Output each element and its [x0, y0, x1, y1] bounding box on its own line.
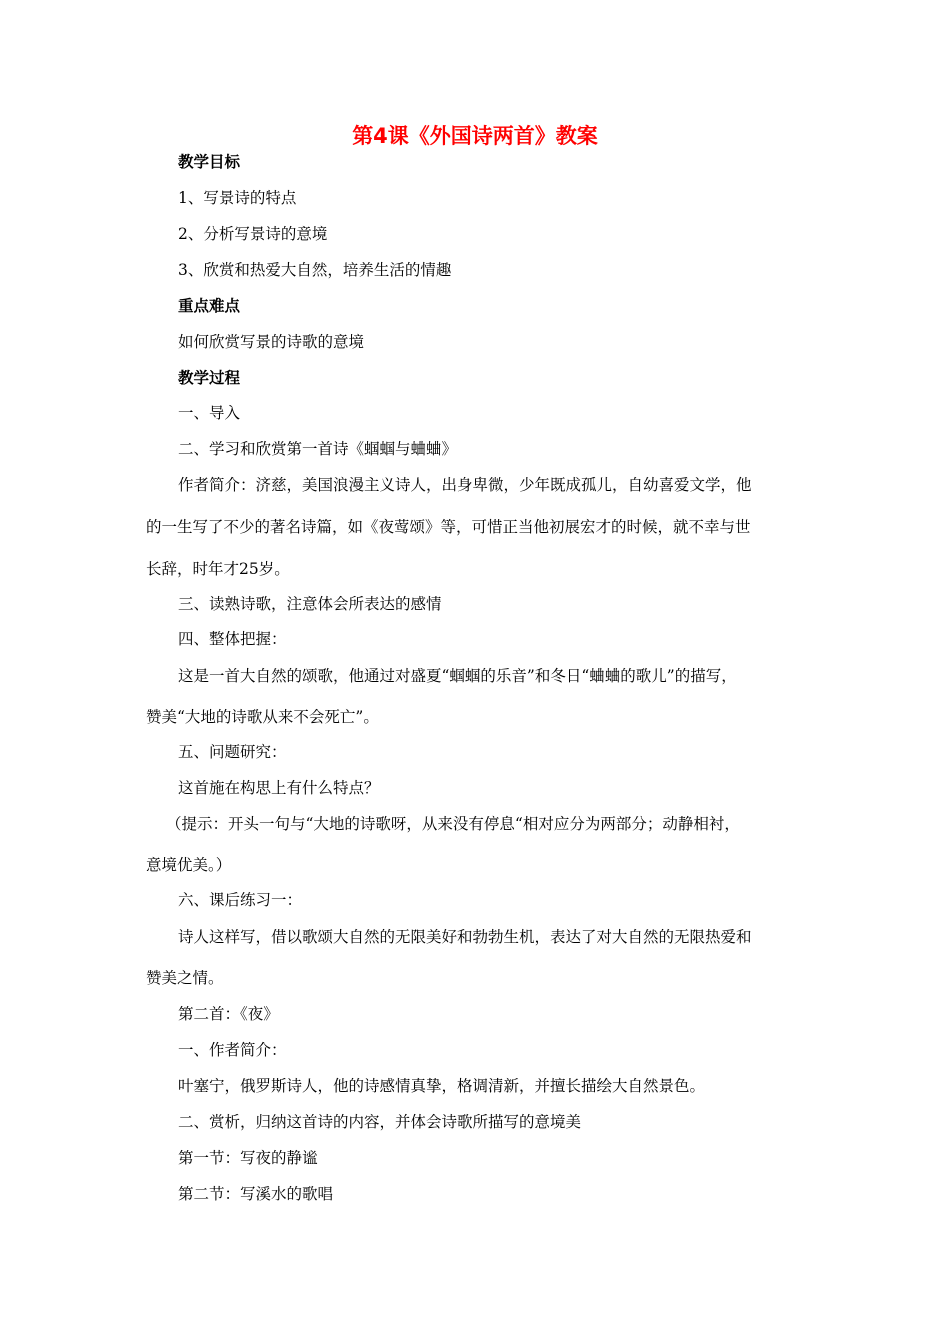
paragraph-line: 诗人这样写，借以歌颂大自然的无限美好和勃勃生机，表达了对大自然的无限热爱和 [178, 928, 752, 946]
paragraph-line: 赞美之情。 [146, 969, 224, 987]
goal-item: 3、欣赏和热爱大自然，培养生活的情趣 [178, 261, 452, 279]
process-step: 第二节：写溪水的歌唱 [178, 1185, 334, 1203]
process-step: 二、赏析，归纳这首诗的内容，并体会诗歌所描写的意境美 [178, 1113, 582, 1131]
heading-teaching-goals: 教学目标 [178, 153, 241, 171]
goal-item: 1、写景诗的特点 [178, 189, 297, 207]
key-point-text: 如何欣赏写景的诗歌的意境 [178, 333, 365, 351]
paragraph-line: （提示：开头一句与“大地的诗歌呀，从来没有停息“相对应分为两部分；动静相衬， [166, 815, 740, 833]
process-step: 二、学习和欣赏第一首诗《蝈蝈与蛐蛐》 [178, 440, 458, 458]
goal-item: 2、分析写景诗的意境 [178, 225, 328, 243]
paragraph-line: 叶塞宁，俄罗斯诗人，他的诗感情真挚，格调清新，并擅长描绘大自然景色。 [178, 1077, 706, 1095]
paragraph-line: 这是一首大自然的颂歌，他通过对盛夏“蝈蝈的乐音”和冬日“蛐蛐的歌儿”的描写， [178, 667, 737, 685]
paragraph-line: 的一生写了不少的著名诗篇，如《夜莺颂》等，可惜正当他初展宏才的时候，就不幸与世 [146, 518, 751, 536]
paragraph-line: 长辞，时年才25岁。 [146, 560, 290, 578]
document-title: 第4课《外国诗两首》教案 [352, 124, 598, 148]
process-step: 第一节：写夜的静谧 [178, 1149, 318, 1167]
paragraph-line: 意境优美。） [146, 856, 232, 874]
process-step: 第二首：《夜》 [178, 1005, 279, 1023]
process-step: 六、课后练习一： [178, 891, 303, 909]
heading-key-points: 重点难点 [178, 297, 241, 315]
paragraph-line: 作者简介：济慈，美国浪漫主义诗人，出身卑微，少年既成孤儿，自幼喜爱文学，他 [178, 476, 752, 494]
heading-teaching-process: 教学过程 [178, 369, 241, 387]
process-step: 四、整体把握： [178, 630, 287, 648]
process-step: 一、导入 [178, 404, 241, 422]
process-step: 五、问题研究： [178, 743, 287, 761]
process-step: 一、作者简介： [178, 1041, 287, 1059]
process-step: 三、读熟诗歌，注意体会所表达的感情 [178, 595, 442, 613]
paragraph-line: 这首施在构思上有什么特点？ [178, 779, 380, 797]
paragraph-line: 赞美“大地的诗歌从来不会死亡”。 [146, 708, 379, 726]
